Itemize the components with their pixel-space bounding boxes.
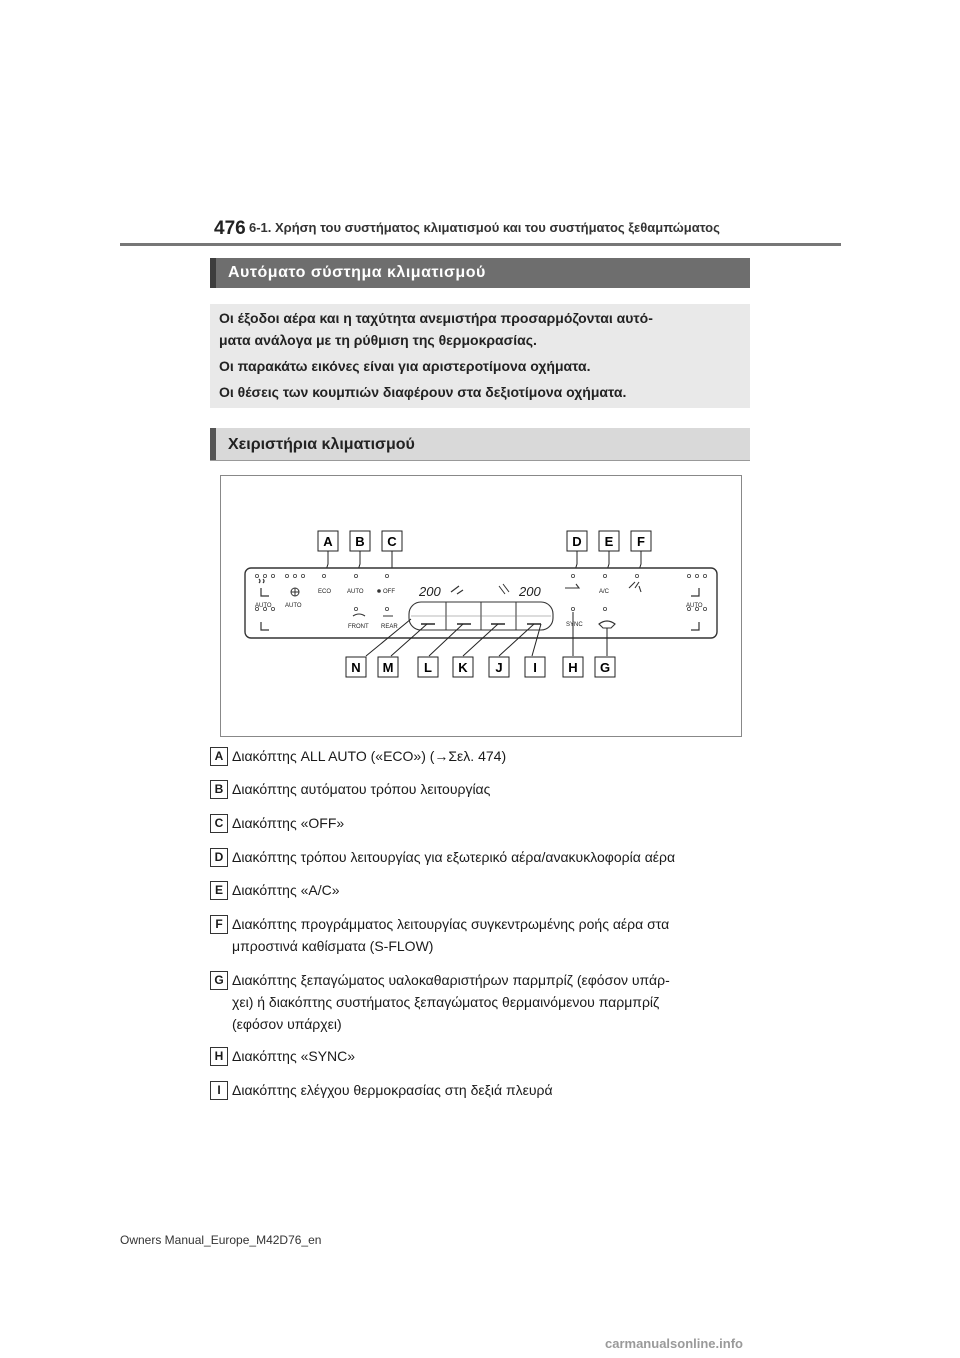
legend-text: Διακόπτης ελέγχου θερμοκρασίας στη δεξιά πλευρά (232, 1082, 553, 1098)
callouts-bottom (346, 657, 615, 677)
page-number: 476 (214, 218, 246, 239)
svg-text:L: L (424, 660, 432, 675)
section-divider (210, 460, 750, 461)
legend-text: χει) ή διακόπτης συστήματος ξεπαγώματος θερμαινόμενου παρμπρίζ (232, 994, 660, 1010)
legend-letter: A (210, 747, 228, 766)
seat-fan-icon (291, 588, 299, 596)
legend-letter: E (210, 881, 228, 900)
snowflake-icon (377, 589, 381, 593)
legend-letter: C (210, 814, 228, 833)
svg-text:200: 200 (519, 584, 541, 599)
legend-text: μπροστινά καθίσματα (S-FLOW) (232, 938, 434, 954)
callout-n (346, 657, 366, 677)
climate-control-figure (220, 475, 742, 737)
svg-text:B: B (355, 534, 365, 549)
svg-text:N: N (351, 660, 361, 675)
legend-letter: F (210, 915, 228, 934)
callout-g (595, 657, 615, 677)
section-accent (210, 258, 216, 288)
legend-text: Διακόπτης «SYNC» (232, 1048, 356, 1064)
svg-text:FRONT: FRONT (348, 624, 369, 630)
legend-text: Διακόπτης «OFF» (232, 815, 345, 831)
section-heading-auto-ac (210, 258, 750, 288)
svg-text:200: 200 (419, 584, 441, 599)
svg-text:E: E (604, 534, 614, 549)
callout-c (382, 531, 402, 551)
svg-text:REAR: REAR (381, 624, 398, 630)
section-heading-controls (210, 428, 750, 460)
legend-letter: H (210, 1047, 228, 1066)
svg-text:K: K (458, 660, 468, 675)
section-title: Αυτόματο σύστημα κλιματισμού (228, 264, 486, 281)
intro-line: Οι παρακάτω εικόνες είναι για αριστεροτίμονα οχήματα. (219, 358, 591, 374)
intro-line: Οι θέσεις των κουμπιών διαφέρουν στα δεξιοτίμονα οχήματα. (219, 384, 627, 400)
chapter-title: 6-1. Χρήση του συστήματος κλιματισμού και του συστήματος ξεθαμπώματος (249, 220, 720, 235)
legend-text: Διακόπτης ALL AUTO («ECO») (→Σελ. 474) (232, 748, 507, 764)
footer-manual-id: Owners Manual_Europe_M42D76_en (120, 1233, 322, 1247)
svg-text:OFF: OFF (383, 589, 395, 595)
svg-text:F: F (637, 534, 645, 549)
svg-text:SYNC: SYNC (566, 622, 583, 628)
legend-text: Διακόπτης «A/C» (232, 882, 340, 898)
legend-text: Διακόπτης τρόπου λειτουργίας για εξωτερικό αέρα/ανακυκλοφορία αέρα (232, 849, 676, 865)
legend-text: Διακόπτης αυτόματου τρόπου λειτουργίας (232, 781, 491, 797)
callout-l (418, 657, 438, 677)
intro-box (210, 304, 750, 408)
callout-f (631, 531, 651, 551)
section-accent (210, 428, 216, 460)
legend-text: Διακόπτης ξεπαγώματος υαλοκαθαριστήρων παρμπρίζ (εφόσον υπάρ- (232, 972, 670, 988)
svg-text:ECO: ECO (318, 589, 332, 595)
callout-a (318, 531, 338, 551)
svg-text:I: I (533, 660, 537, 675)
callout-i (525, 657, 545, 677)
svg-text:H: H (568, 660, 578, 675)
svg-text:AUTO: AUTO (347, 589, 364, 595)
callout-k (453, 657, 473, 677)
callout-d (567, 531, 587, 551)
legend-letter: B (210, 780, 228, 799)
control-panel-illustration (221, 476, 741, 736)
callout-m (378, 657, 398, 677)
callout-b (350, 531, 370, 551)
callout-h (563, 657, 583, 677)
svg-text:AUTO: AUTO (255, 603, 272, 609)
legend-text: Διακόπτης προγράμματος λειτουργίας συγκεντρωμένης ροής αέρα στα (232, 916, 670, 932)
svg-text:G: G (599, 660, 611, 675)
svg-text:J: J (495, 660, 503, 675)
intro-line: ματα ανάλογα με τη ρύθμιση της θερμοκρασίας. (219, 332, 537, 348)
callout-j (489, 657, 509, 677)
svg-text:AUTO: AUTO (686, 603, 703, 609)
legend-letter: G (210, 971, 228, 990)
svg-text:M: M (382, 660, 394, 675)
svg-text:A/C: A/C (599, 589, 610, 595)
watermark[interactable]: carmanualsonline.info (605, 1336, 743, 1351)
svg-text:C: C (387, 534, 397, 549)
svg-text:D: D (572, 534, 582, 549)
legend-text: (εφόσον υπάρχει) (232, 1016, 342, 1032)
legend-letter: I (210, 1081, 228, 1100)
legend-letter: D (210, 848, 228, 867)
callouts-top (318, 531, 651, 551)
callout-e (599, 531, 619, 551)
svg-text:A: A (323, 534, 333, 549)
svg-text:AUTO: AUTO (285, 603, 302, 609)
intro-line: Οι έξοδοι αέρα και η ταχύτητα ανεμιστήρα προσαρμόζονται αυτό- (219, 310, 653, 326)
header-divider (120, 243, 841, 246)
section-title: Χειριστήρια κλιματισμού (228, 436, 415, 453)
